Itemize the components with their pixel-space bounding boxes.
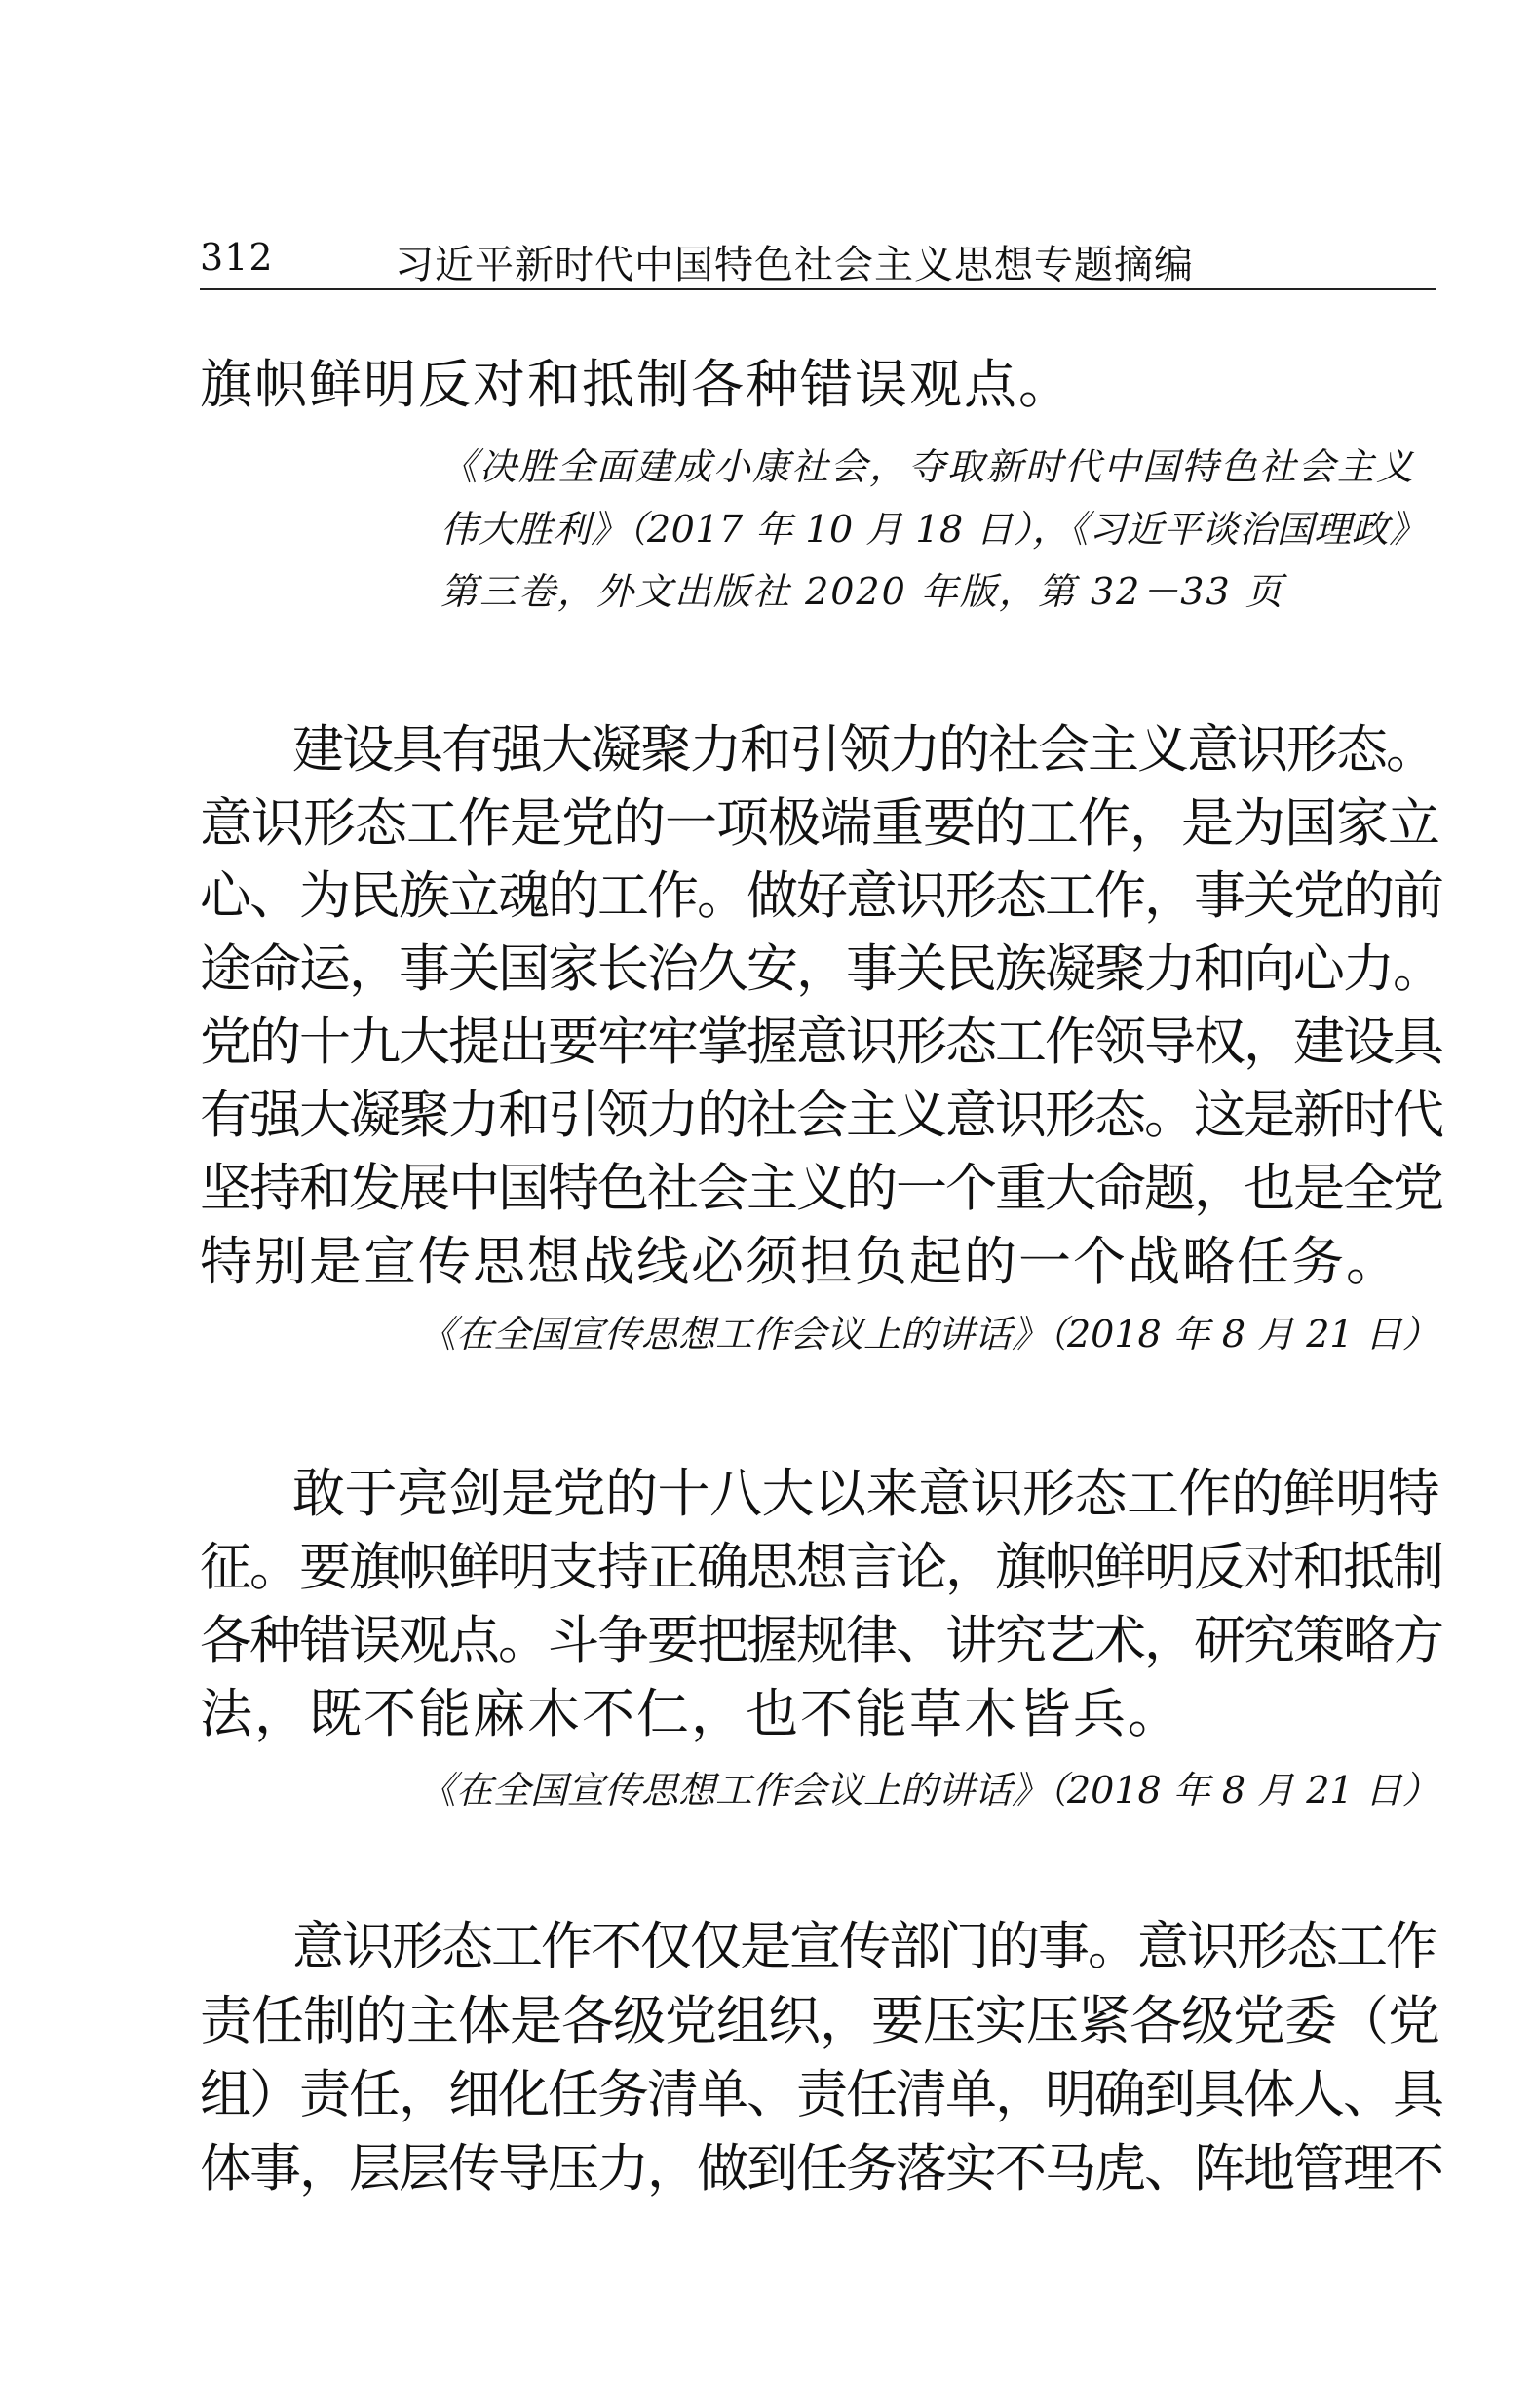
- text-line: 意识形态工作不仅仅是宣传部门的事。意识形态工作: [292, 1917, 1436, 1976]
- text-line: 坚持和发展中国特色社会主义的一个重大命题，也是全党: [200, 1159, 1442, 1218]
- text-line: 体事，层层传导压力，做到任务落实不马虎、阵地管理不: [200, 2139, 1442, 2198]
- page-number: 312: [200, 236, 274, 279]
- text-line: 各种错误观点。斗争要把握规律、讲究艺术，研究策略方: [200, 1611, 1442, 1670]
- citation-line: 《决胜全面建成小康社会，夺取新时代中国特色社会主义: [440, 445, 1416, 488]
- text-line: 建设具有强大凝聚力和引领力的社会主义意识形态。: [292, 720, 1436, 780]
- text-line: 有强大凝聚力和引领力的社会主义意识形态。这是新时代: [200, 1086, 1442, 1145]
- text-line: 敢于亮剑是党的十八大以来意识形态工作的鲜明特: [292, 1463, 1439, 1524]
- text-line: 责任制的主体是各级党组织，要压实压紧各级党委（党: [200, 1990, 1439, 2051]
- text-line: 征。要旗帜鲜明支持正确思想言论，旗帜鲜明反对和抵制: [200, 1538, 1442, 1597]
- text-line: 特别是宣传思想战线必须担负起的一个战略任务。: [200, 1231, 1400, 1292]
- citation-line: 《在全国宣传思想工作会议上的讲话》（2018 年 8 月 21 日）: [419, 1313, 1439, 1356]
- text-line: 法，既不能麻木不仁，也不能草木皆兵。: [200, 1683, 1182, 1744]
- text-line: 途命运，事关国家长治久安，事关民族凝聚力和向心力。: [200, 939, 1442, 999]
- text-line: 旗帜鲜明反对和抵制各种错误观点。: [200, 354, 1073, 415]
- citation-line: 伟大胜利》（2017 年 10 月 18 日），《习近平谈治国理政》: [440, 508, 1427, 551]
- text-line: 党的十九大提出要牢牢掌握意识形态工作领导权，建设具: [200, 1013, 1442, 1072]
- citation-line: 第三卷，外文出版社 2020 年版，第 32－33 页: [440, 570, 1284, 613]
- running-title: 习近平新时代中国特色社会主义思想专题摘编: [395, 243, 1194, 287]
- text-line: 组）责任，细化任务清单、责任清单，明确到具体人、具: [200, 2065, 1442, 2124]
- citation-line: 《在全国宣传思想工作会议上的讲话》（2018 年 8 月 21 日）: [419, 1769, 1439, 1812]
- page-header: [200, 232, 1436, 290]
- text-line: 心、为民族立魂的工作。做好意识形态工作，事关党的前: [200, 866, 1442, 926]
- text-line: 意识形态工作是党的一项极端重要的工作，是为国家立: [200, 792, 1439, 854]
